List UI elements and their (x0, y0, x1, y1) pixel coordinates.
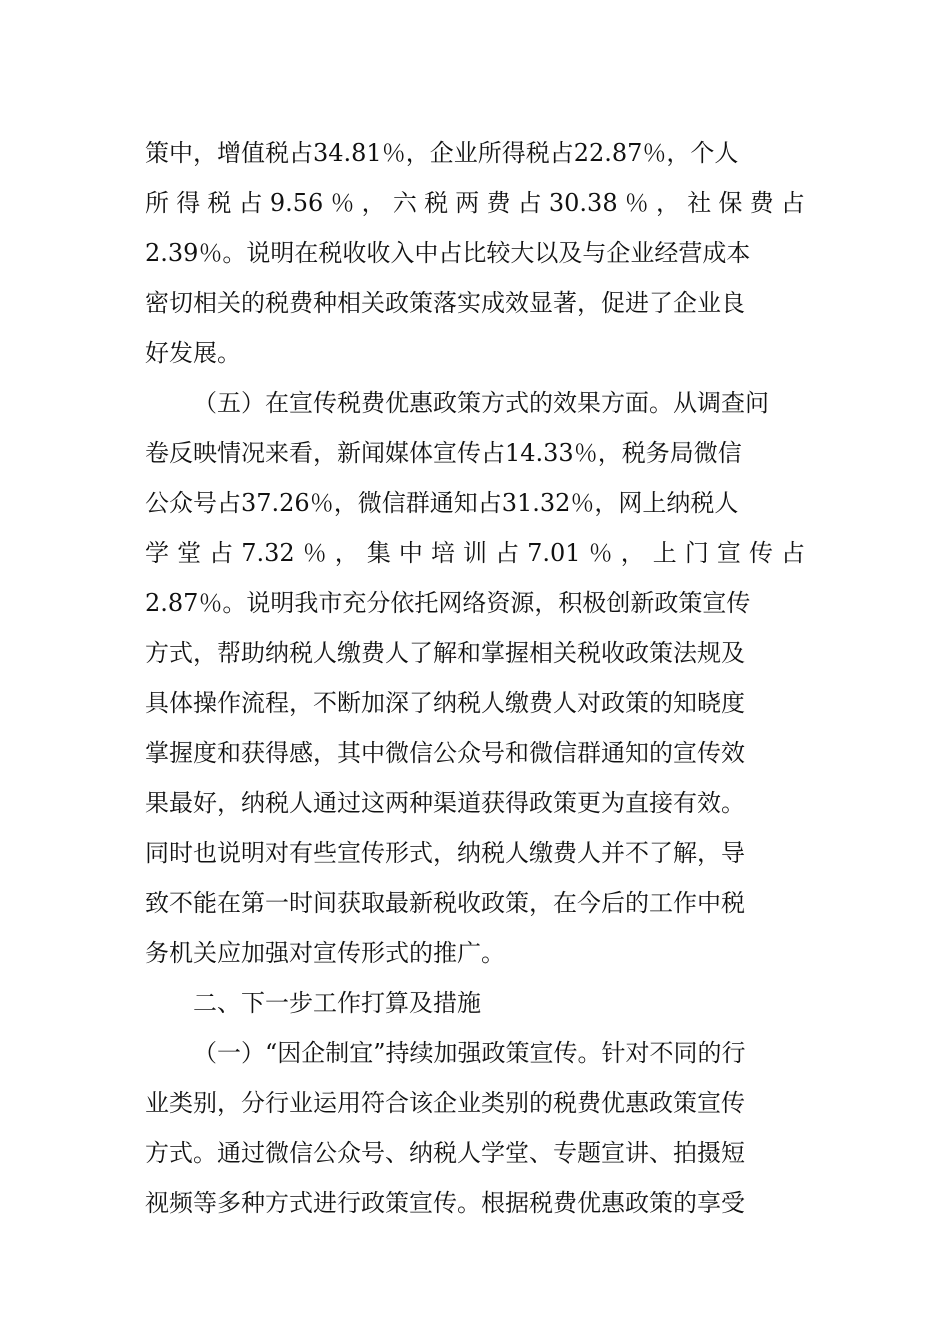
text-token: 7.32 (241, 539, 295, 567)
text-token: 占 (238, 189, 263, 217)
text-token: 占 (495, 539, 520, 567)
text-token: 30.38 (548, 189, 618, 217)
text-token: 宣 (716, 539, 741, 567)
text-line-justified (145, 528, 805, 578)
text-token: ， (656, 189, 680, 217)
text-token: 社 (687, 189, 712, 217)
text-token: 六 (392, 189, 417, 217)
text-line: 业类别，分行业运用符合该企业类别的税费优惠政策宣传 (145, 1089, 745, 1117)
text-token: ， (620, 539, 645, 567)
text-token: 保 (718, 189, 743, 217)
text-line: 务机关应加强对宣传形式的推广。 (145, 939, 505, 967)
text-token: ％ (588, 539, 613, 567)
text-token: 两 (455, 189, 480, 217)
text-token: 上 (652, 539, 677, 567)
text-token: ％ (624, 189, 649, 217)
text-token: 税 (424, 189, 449, 217)
text-token: 占 (780, 189, 805, 217)
text-token: 占 (517, 189, 542, 217)
text-token: 7.01 (527, 539, 581, 567)
text-token: 门 (684, 539, 709, 567)
text-line: 视频等多种方式进行政策宣传。根据税费优惠政策的享受 (145, 1189, 745, 1217)
text-line: 果最好，纳税人通过这两种渠道获得政策更为直接有效。 (145, 789, 745, 817)
text-line: 密切相关的税费种相关政策落实成效显著，促进了企业良 (145, 289, 745, 317)
body-text (145, 128, 805, 1228)
text-line: 策中，增值税占34.81％，企业所得税占22.87％，个人 (145, 139, 739, 167)
text-token: ， (334, 539, 359, 567)
paragraph-start-line: （五）在宣传税费优惠政策方式的效果方面。从调查问 (193, 389, 769, 417)
text-line: 同时也说明对有些宣传形式，纳税人缴费人并不了解，导 (145, 839, 745, 867)
text-line: 卷反映情况来看，新闻媒体宣传占14.33％，税务局微信 (145, 439, 742, 467)
text-line: 方式。通过微信公众号、纳税人学堂、专题宣讲、拍摄短 (145, 1139, 745, 1167)
text-line: 掌握度和获得感，其中微信公众号和微信群通知的宣传效 (145, 739, 745, 767)
text-token: ％ (302, 539, 327, 567)
text-token: 学 (145, 539, 169, 567)
text-token: 训 (463, 539, 487, 567)
text-token: 9.56 (269, 189, 324, 217)
text-token: ， (361, 189, 386, 217)
text-line: 公众号占37.26％，微信群通知占31.32％，网上纳税人 (145, 489, 739, 517)
text-token: 中 (398, 539, 423, 567)
text-line: 方式，帮助纳税人缴费人了解和掌握相关税收政策法规及 (145, 639, 745, 667)
text-token: 所 (145, 189, 169, 217)
paragraph-start-line: （一）“因企制宜”持续加强政策宣传。针对不同的行 (193, 1039, 746, 1067)
text-token: 堂 (177, 539, 202, 567)
text-token: ％ (330, 189, 355, 217)
text-line: 2.87％。说明我市充分依托网络资源，积极创新政策宣传 (145, 589, 751, 617)
text-line: 具体操作流程，不断加深了纳税人缴费人对政策的知晓度 (145, 689, 745, 717)
text-token: 传 (748, 539, 773, 567)
text-token: 集 (366, 539, 391, 567)
text-line: 致不能在第一时间获取最新税收政策，在今后的工作中税 (145, 889, 745, 917)
text-token: 占 (209, 539, 234, 567)
section-heading: 二、下一步工作打算及措施 (193, 989, 481, 1017)
text-token: 费 (486, 189, 511, 217)
text-token: 税 (207, 189, 232, 217)
text-line-justified (145, 178, 805, 228)
text-token: 得 (176, 189, 201, 217)
text-token: 费 (749, 189, 774, 217)
text-line: 好发展。 (145, 339, 241, 367)
text-token: 培 (430, 539, 455, 567)
text-line: 2.39％。说明在税收收入中占比较大以及与企业经营成本 (145, 239, 751, 267)
text-token: 占 (781, 539, 805, 567)
